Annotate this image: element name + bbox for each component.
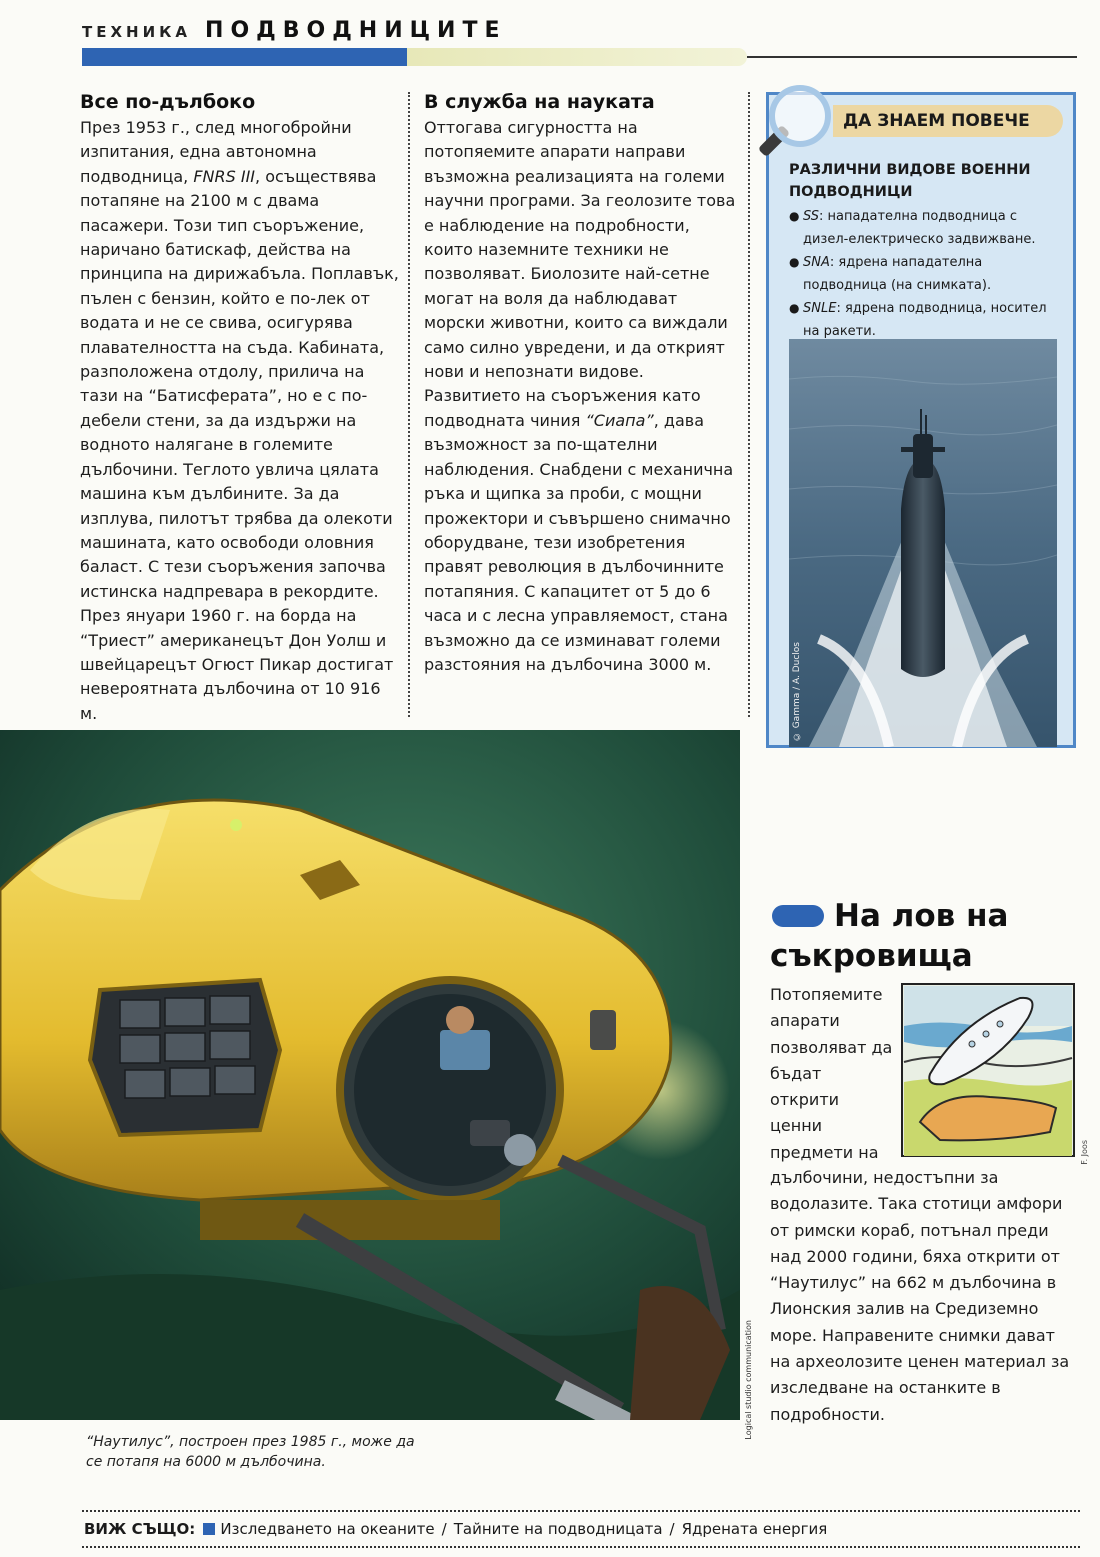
body-text: , дава възможност за по-щателни наблюдения. Снабдени с механична ръка и щипка за проби, с мощни прожектори и съвършено снимачно оборудване, тези изобретения правят революция в дълбочинните потапяния. С капацитет от 5 до 6 часа и с лесна управляемост, стана възможно да се изминават големи разстояния на дълбочина 3000 м. [424,410,734,674]
list-item [789,205,1059,251]
treasure-text-intro: Потопяемите апарати позволяват да бъдат открити ценни предмети на [770,985,893,1162]
type-desc: : нападателна подводница с дизел-електрическо задвижване. [803,209,1036,247]
treasure-text-body: дълбочини, недостъпни за водолазите. Така стотици амфори от римски кораб, потънал преди над 2000 години, бяха открити от “Наутилус” на 662 м дълбочина в Лионския залив на Средиземно море. Направените снимки дават на археолозите ценен материал за изследване на останките в подробности. [770,1168,1070,1424]
nautilus-illustration [0,730,740,1420]
box-heading: РАЗЛИЧНИ ВИДОВЕ ВОЕННИ ПОДВОДНИЦИ [789,162,1031,200]
type-code: SNLE [803,301,837,316]
footer-rule-bottom [82,1546,1080,1548]
treasure-drawing-image [900,982,1076,1158]
column-body [80,116,400,726]
article-column-science [424,90,742,677]
submarine-photo-image [789,339,1057,747]
see-also-link-submarine-secrets[interactable]: Тайните на подводницата [453,1520,663,1538]
submarine-photo [789,339,1057,747]
treasure-heading: На лов на съкровища [770,898,1009,974]
see-also-bar [84,1517,827,1541]
column-divider [408,92,410,717]
column-heading: В служба на науката [424,91,655,113]
type-code: SS [803,209,820,224]
type-desc: : ядрена нападателна подводница (на снимката). [803,255,992,293]
treasure-drawing [900,982,1076,1158]
blue-square-icon [203,1523,215,1535]
page-title: ПОДВОДНИЦИТЕ [205,18,507,43]
nautilus-illustration-image [0,730,740,1420]
treasure-image-credit: F. Joos [1080,1140,1089,1165]
link-separator: / [441,1520,447,1538]
know-more-tab: ДА ЗНАЕМ ПОВЕЧЕ [833,105,1063,137]
type-desc: : ядрена подводница, носител на ракети. [803,301,1047,339]
page-header [82,18,507,48]
footer-rule-top [82,1510,1080,1512]
illustration-caption: “Наутилус”, построен през 1985 г., може да се потапя на 6000 м дълбочина. [86,1434,415,1470]
list-item [789,297,1059,343]
body-text-italic: “Сиапа” [585,410,654,430]
column-heading: Все по-дълбоко [80,91,256,113]
link-separator: / [669,1520,675,1538]
list-item [789,251,1059,297]
see-also-link-oceans[interactable]: Изследването на океаните [220,1520,435,1538]
body-text-italic: FNRS III [193,166,256,186]
submarine-types-list [789,205,1059,343]
header-color-bar [82,48,747,66]
column-body [424,116,742,677]
see-also-link-nuclear-energy[interactable]: Ядрената енергия [681,1520,828,1538]
header-rule [747,56,1077,58]
column-divider [748,92,750,717]
article-column-deeper [80,90,400,726]
know-more-box [766,92,1076,748]
illustration-credit: Logical studio communication [744,1320,753,1440]
type-code: SNA [803,255,830,270]
body-text: , осъществява потапяне на 2100 м с двама пасажери. Този тип съоръжение, наричано батискаф, действа на принципа на дирижабъла. Поплавък, пълен с бензин, който е по-лек от водата и не се свива, осигурява плавателността на съда. Кабината, разположена отдолу, прилича на тази на “Батисферата”, но е с по-дебели стени, за да издържи на водното налягане в големите дълбочини. Теглото увлича цялата машина към дълбините. За да изплува, пилотът трябва да олекоти машината, като освободи оловния баласт. С тези съоръжения започва истинска надпревара в рекордите. През януари 1960 г. на борда на “Триест” американецът Дон Уолш и швейцарецът Огюст Пикар достигат невероятната дълбочина от 10 916 м. [80,166,399,723]
photo-credit: © Gamma / A. Duclos [792,641,802,741]
magnifier-icon [769,85,831,147]
body-text: Оттогава сигурността на потопяемите апарати направи възможна реализацията на големи научни програми. За геолозите това е наблюдение на подробности, които наземните техники не позволяват. Биолозите най-сетне могат на воля да наблюдават морски животни, които са виждали само силно увредени, и да открият нови и непознати видове. Развитието на съоръжения като подводната чиния [424,118,736,430]
see-also-label: ВИЖ СЪЩО: [84,1520,196,1538]
body-text: През 1953 г., след многобройни изпитания, една автономна подводница, [80,118,352,186]
section-label: ТЕХНИКА [82,23,192,41]
